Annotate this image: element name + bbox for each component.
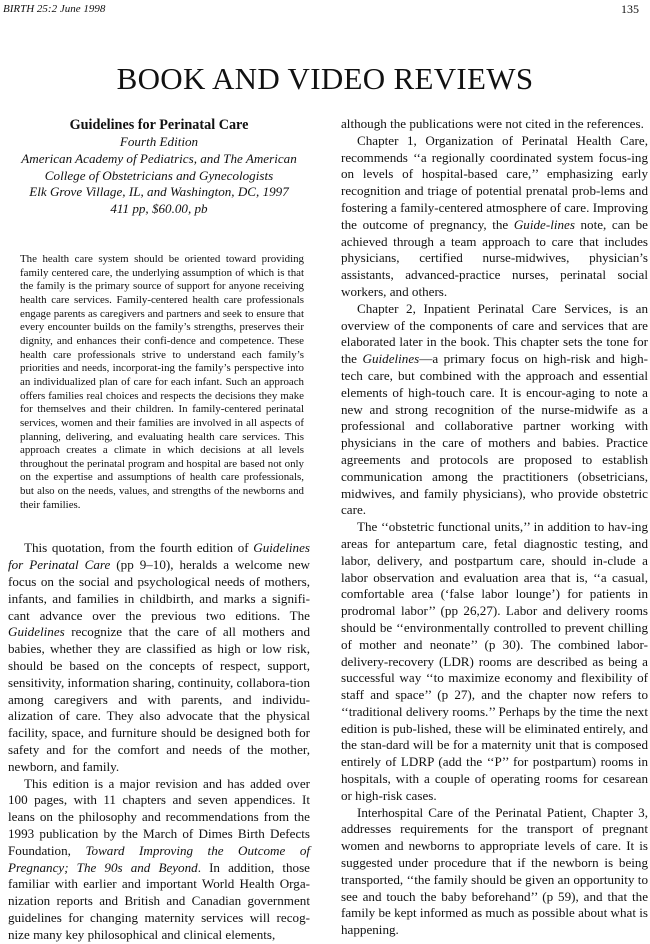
chapter-3-paragraph: Interhospital Care of the Perinatal Patient, Chapter 3, addresses requirements for the transport of pregnant women and newborns to appropriate levels of care. It is suggested under procedure that if the newborn is being transported, ‘‘the family should be given an opportunity to see and touch the baby beforehand’’ (p 59), and that the family be kept informed as much as possible about what is happening. — [341, 804, 648, 938]
body-paragraph-2: This edition is a major revision and has added over 100 pages, with 11 chapters and seven appendices. It leans on the philosophy and recommendations from the 1993 publication by the March of Dimes Birth Defects Foundation, Toward Improving the Outcome of Pregnancy; The 90s and Beyond. In addition, those familiar with earlier and important World Health Orga-nization reports and British and Canadian government guidelines for changing maternity services will recog-nize many key philosophical and clinical elements, — [8, 775, 311, 942]
journal-citation: BIRTH 25:2 June 1998 — [3, 3, 106, 15]
section-title: BOOK AND VIDEO REVIEWS — [116, 60, 534, 96]
book-edition: Fourth Edition — [119, 134, 199, 149]
functional-units-paragraph: The ‘‘obstetric functional units,’’ in addition to hav-ing areas for antepartum care, fetal diagnostic testing, and labor, delivery, and postpartum care, should in-clude a labor observation and evaluation area that is, ‘‘a casual, comfortable area (‘false labor lounge’) for patients in prodromal labor’’ (pp 26,27). Labor and delivery rooms should be ‘‘environmentally controlled to prevent chilling of mother and neonate’’ (p 30). The combined labor-delivery-recovery (LDR) rooms are described as being a successful way ‘‘to maximize economy and flexibility of staff and space’’ (p 27), and the chapter now refers to ‘‘traditional delivery rooms.’’ Perhaps by the time the next edition is pub-lished, these will be eliminated entirely, and the stan-dard will be for a maternity unit that is composed entirely of LDRP (add the ‘‘P’’ for postpartum) rooms in hospitals, with a couple of operating rooms for cesarean or high-risk cases. — [341, 519, 648, 803]
book-publisher: Elk Grove Village, IL, and Washington, DC, 1997 — [29, 184, 289, 200]
body-paragraph-1: This quotation, from the fourth edition of Guidelines for Perinatal Care (pp 9–10), heralds a welcome new focus on the social and psychological needs of mothers, infants, and families in childbirth, and marks a signifi-cant advance over the previous two editions. The Guidelines recognize that the care of all mothers and babies, whether they are classified as high or low risk, should be based on the concepts of respect, support, sensitivity, information sharing, continuity, collabora-tion among caregivers and with parents, and individu-alization of care. They also advocate that the physical facility, space, and furniture should be designed both for safety and for the comfort and needs of the mother, newborn, and family. — [8, 540, 310, 774]
continued-paragraph: although the publications were not cited in the references. — [341, 116, 644, 131]
book-authors-line-2: College of Obstetricians and Gynecologists — [44, 167, 274, 183]
book-citation — [8, 116, 310, 218]
book-pages-price: 411 pp, $60.00, pb — [110, 201, 208, 217]
book-title: Guidelines for Perinatal Care — [69, 117, 249, 133]
chapter-1-paragraph: Chapter 1, Organization of Perinatal Health Care, recommends ‘‘a regionally coordinated system focus-ing on levels of hospital-based care,’’ emphasizing early recognition and triage of potential prenatal prob-lems and fostering a family-centered atmosphere of care. Improving the outcome of pregnancy, the Guide-lines note, can be achieved through a team approach to care that includes physicians, certified nurse-midwives, physician’s assistants, advanced-practice nurses, perinatal social workers, and others. — [341, 132, 648, 299]
page-number: 135 — [621, 2, 639, 16]
epigraph-quote: The health care system should be oriented toward providing family centered care, the underlying assumption of which is that the family is the primary source of support for anyone receiving health care services. Family-centered health care professionals engage parents as caregivers and partners and seek to ensure that every encounter builds on the family’s strengths, preserves their dignity, and enhances their confi-dence and competence. These health care professionals strive to understand each family’s priorities and needs, incorporat-ing the family’s perspective into an individualized plan of care for each infant. Such an approach offers families real choices and respects the decisions they make for themselves and their children. In family-centered perinatal services, women and their families are involved in all aspects of planning, delivering, and evaluating health care services. This approach creates a climate in which decisions at all levels throughout the perinatal program and hospital are based not only on the expertise and assumptions of health care professionals, but also on the needs, values, and strengths of the newborns and their families. — [20, 252, 304, 511]
left-column — [8, 116, 310, 944]
chapter-2-paragraph: Chapter 2, Inpatient Perinatal Care Services, is an overview of the components of care and services that are elaborated later in the book. This chapter sets the tone for the Guidelines—a primary focus on high-risk and high-tech care, but combined with the approach and essential elements of high-touch care. It is encour-aging to note a new and strong recognition of the nurse-midwife as a professional and collaborative partner working with physicians in the care of mothers and babies. Practice agreements and protocols are proposed to establish communication among the practitioners (obsetricians, midwives, and family physicians), who provide obstetric care. — [341, 300, 648, 518]
running-head — [3, 0, 639, 18]
right-column — [341, 116, 648, 939]
book-authors-line-1: American Academy of Pediatrics, and The American — [21, 150, 297, 166]
